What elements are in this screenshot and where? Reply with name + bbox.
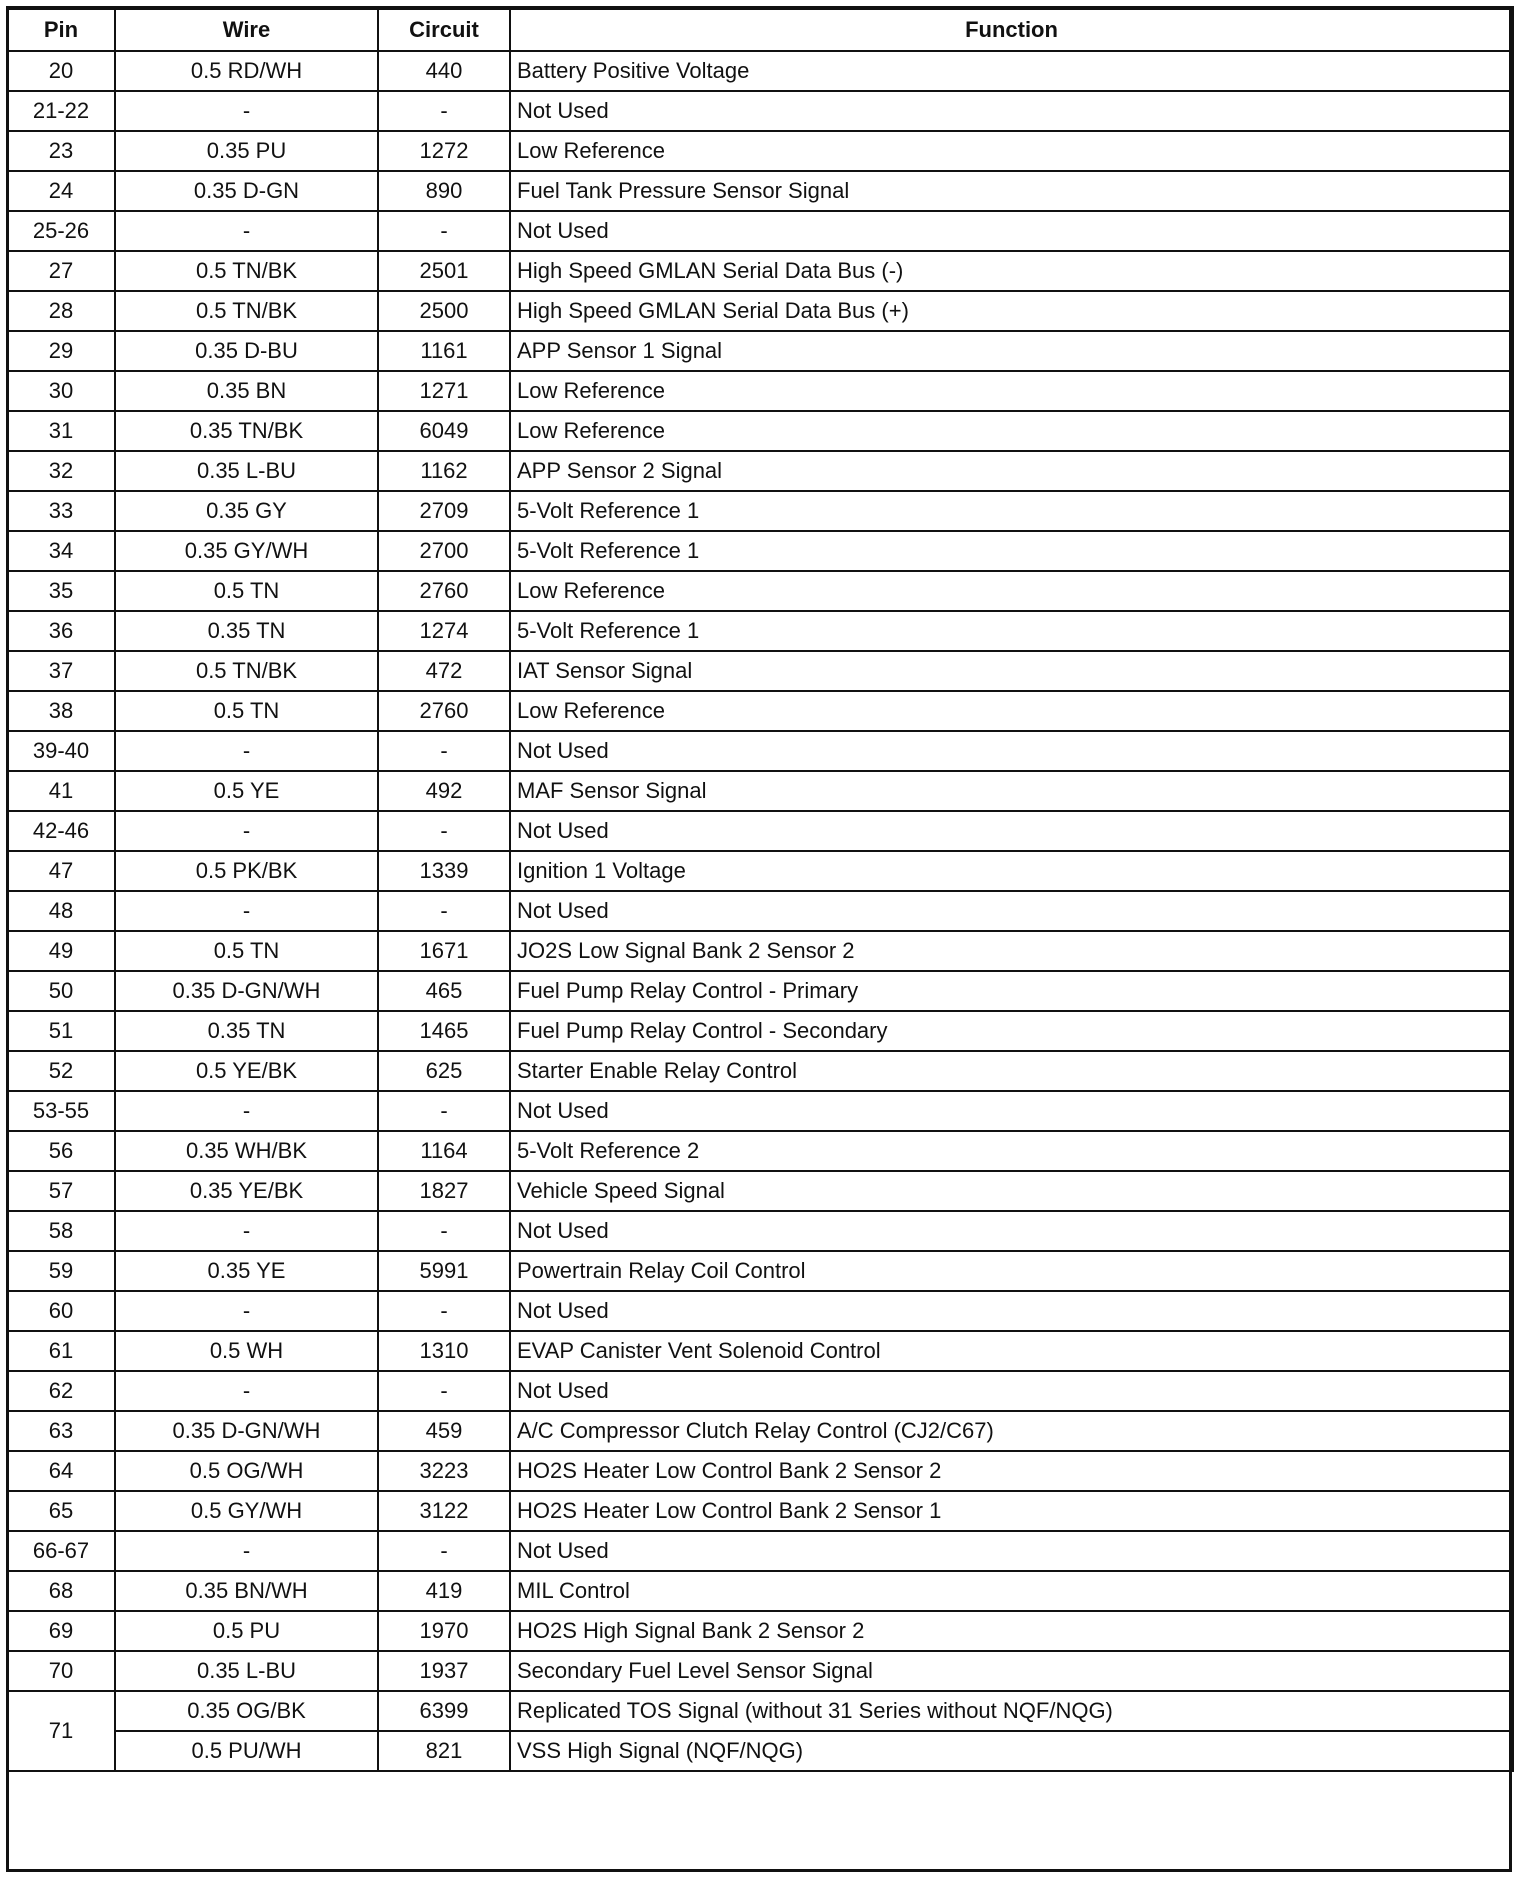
- wire-cell: -: [115, 211, 378, 251]
- circuit-cell: 1339: [378, 851, 510, 891]
- pin-cell: 30: [7, 371, 115, 411]
- circuit-cell: 2700: [378, 531, 510, 571]
- circuit-cell: 465: [378, 971, 510, 1011]
- table-row: [7, 411, 1513, 451]
- header-pin: Pin: [7, 8, 115, 51]
- table-row: [7, 1651, 1513, 1691]
- function-cell: Not Used: [510, 891, 1513, 931]
- wire-cell: 0.35 BN: [115, 371, 378, 411]
- table-row: [7, 371, 1513, 411]
- circuit-cell: 2500: [378, 291, 510, 331]
- circuit-cell: 2501: [378, 251, 510, 291]
- table-row: [7, 1611, 1513, 1651]
- function-cell: Low Reference: [510, 571, 1513, 611]
- pin-cell: 25-26: [7, 211, 115, 251]
- pin-cell: 59: [7, 1251, 115, 1291]
- circuit-cell: -: [378, 891, 510, 931]
- wire-cell: 0.35 PU: [115, 131, 378, 171]
- circuit-cell: 492: [378, 771, 510, 811]
- table-row: [7, 251, 1513, 291]
- function-cell: Not Used: [510, 811, 1513, 851]
- pin-cell: 68: [7, 1571, 115, 1611]
- function-cell: MIL Control: [510, 1571, 1513, 1611]
- table-row: [7, 611, 1513, 651]
- pin-cell: 63: [7, 1411, 115, 1451]
- function-cell: 5-Volt Reference 1: [510, 491, 1513, 531]
- circuit-cell: 2760: [378, 691, 510, 731]
- table-row: [7, 531, 1513, 571]
- circuit-cell: 1161: [378, 331, 510, 371]
- pin-cell: 61: [7, 1331, 115, 1371]
- circuit-cell: 440: [378, 51, 510, 91]
- circuit-cell: 1272: [378, 131, 510, 171]
- function-cell: JO2S Low Signal Bank 2 Sensor 2: [510, 931, 1513, 971]
- pin-cell: 71: [7, 1691, 115, 1771]
- pin-cell: 32: [7, 451, 115, 491]
- wire-cell: 0.5 RD/WH: [115, 51, 378, 91]
- circuit-cell: 1970: [378, 1611, 510, 1651]
- function-cell: HO2S Heater Low Control Bank 2 Sensor 1: [510, 1491, 1513, 1531]
- wire-cell: 0.35 YE/BK: [115, 1171, 378, 1211]
- table-row: [7, 1411, 1513, 1451]
- wire-cell: -: [115, 1291, 378, 1331]
- circuit-cell: 1827: [378, 1171, 510, 1211]
- table-row: [7, 91, 1513, 131]
- wire-cell: -: [115, 891, 378, 931]
- wire-cell: 0.5 PU: [115, 1611, 378, 1651]
- table-row: [7, 1291, 1513, 1331]
- wire-cell: 0.35 D-GN/WH: [115, 1411, 378, 1451]
- wire-cell: 0.35 BN/WH: [115, 1571, 378, 1611]
- pin-cell: 56: [7, 1131, 115, 1171]
- function-cell: 5-Volt Reference 1: [510, 611, 1513, 651]
- function-cell: Fuel Pump Relay Control - Secondary: [510, 1011, 1513, 1051]
- table-row: [7, 1571, 1513, 1611]
- table-row: [7, 691, 1513, 731]
- function-cell: Low Reference: [510, 411, 1513, 451]
- function-cell: Starter Enable Relay Control: [510, 1051, 1513, 1091]
- pin-cell: 65: [7, 1491, 115, 1531]
- pinout-table: [6, 6, 1514, 1772]
- table-row: [7, 1731, 1513, 1771]
- table-row: [7, 211, 1513, 251]
- circuit-cell: 6399: [378, 1691, 510, 1731]
- table-header: [7, 8, 1513, 51]
- function-cell: Not Used: [510, 1531, 1513, 1571]
- circuit-cell: 821: [378, 1731, 510, 1771]
- table-row: [7, 1171, 1513, 1211]
- function-cell: Powertrain Relay Coil Control: [510, 1251, 1513, 1291]
- pin-cell: 51: [7, 1011, 115, 1051]
- wire-cell: -: [115, 731, 378, 771]
- circuit-cell: 459: [378, 1411, 510, 1451]
- function-cell: High Speed GMLAN Serial Data Bus (-): [510, 251, 1513, 291]
- table-row: [7, 1691, 1513, 1731]
- pin-cell: 52: [7, 1051, 115, 1091]
- function-cell: Fuel Pump Relay Control - Primary: [510, 971, 1513, 1011]
- wire-cell: 0.35 GY/WH: [115, 531, 378, 571]
- pin-cell: 20: [7, 51, 115, 91]
- table-row: [7, 1091, 1513, 1131]
- circuit-cell: 3122: [378, 1491, 510, 1531]
- table-row: [7, 171, 1513, 211]
- wire-cell: 0.35 TN: [115, 611, 378, 651]
- table-row: [7, 291, 1513, 331]
- table-row: [7, 51, 1513, 91]
- wire-cell: 0.5 WH: [115, 1331, 378, 1371]
- function-cell: Not Used: [510, 731, 1513, 771]
- pin-cell: 58: [7, 1211, 115, 1251]
- circuit-cell: 3223: [378, 1451, 510, 1491]
- circuit-cell: -: [378, 1211, 510, 1251]
- function-cell: Low Reference: [510, 691, 1513, 731]
- circuit-cell: -: [378, 811, 510, 851]
- function-cell: 5-Volt Reference 1: [510, 531, 1513, 571]
- wire-cell: -: [115, 811, 378, 851]
- function-cell: APP Sensor 1 Signal: [510, 331, 1513, 371]
- table-row: [7, 891, 1513, 931]
- table-row: [7, 651, 1513, 691]
- function-cell: Not Used: [510, 211, 1513, 251]
- pin-cell: 29: [7, 331, 115, 371]
- function-cell: Secondary Fuel Level Sensor Signal: [510, 1651, 1513, 1691]
- circuit-cell: 419: [378, 1571, 510, 1611]
- table-row: [7, 1491, 1513, 1531]
- wire-cell: 0.5 TN: [115, 931, 378, 971]
- pin-cell: 50: [7, 971, 115, 1011]
- pin-cell: 47: [7, 851, 115, 891]
- pin-cell: 66-67: [7, 1531, 115, 1571]
- pin-cell: 70: [7, 1651, 115, 1691]
- pin-cell: 42-46: [7, 811, 115, 851]
- pin-cell: 36: [7, 611, 115, 651]
- table-row: [7, 131, 1513, 171]
- wire-cell: 0.35 D-GN: [115, 171, 378, 211]
- wire-cell: 0.5 TN/BK: [115, 651, 378, 691]
- table-row: [7, 331, 1513, 371]
- circuit-cell: 1465: [378, 1011, 510, 1051]
- pin-cell: 31: [7, 411, 115, 451]
- wire-cell: 0.35 OG/BK: [115, 1691, 378, 1731]
- wire-cell: 0.35 WH/BK: [115, 1131, 378, 1171]
- function-cell: Not Used: [510, 91, 1513, 131]
- function-cell: Not Used: [510, 1291, 1513, 1331]
- wire-cell: 0.5 PU/WH: [115, 1731, 378, 1771]
- function-cell: High Speed GMLAN Serial Data Bus (+): [510, 291, 1513, 331]
- pin-cell: 21-22: [7, 91, 115, 131]
- circuit-cell: 1271: [378, 371, 510, 411]
- header-circuit: Circuit: [378, 8, 510, 51]
- circuit-cell: 1162: [378, 451, 510, 491]
- function-cell: Battery Positive Voltage: [510, 51, 1513, 91]
- table-row: [7, 571, 1513, 611]
- function-cell: Not Used: [510, 1211, 1513, 1251]
- function-cell: Fuel Tank Pressure Sensor Signal: [510, 171, 1513, 211]
- function-cell: APP Sensor 2 Signal: [510, 451, 1513, 491]
- wire-cell: -: [115, 1371, 378, 1411]
- wire-cell: 0.5 TN/BK: [115, 251, 378, 291]
- circuit-cell: 5991: [378, 1251, 510, 1291]
- wire-cell: 0.5 OG/WH: [115, 1451, 378, 1491]
- table-row: [7, 811, 1513, 851]
- function-cell: Not Used: [510, 1371, 1513, 1411]
- pin-cell: 33: [7, 491, 115, 531]
- wire-cell: -: [115, 91, 378, 131]
- table-row: [7, 1451, 1513, 1491]
- wire-cell: 0.35 GY: [115, 491, 378, 531]
- wire-cell: 0.35 D-BU: [115, 331, 378, 371]
- circuit-cell: 2760: [378, 571, 510, 611]
- table-row: [7, 1131, 1513, 1171]
- table-row: [7, 771, 1513, 811]
- wire-cell: 0.35 L-BU: [115, 451, 378, 491]
- circuit-cell: 1274: [378, 611, 510, 651]
- function-cell: 5-Volt Reference 2: [510, 1131, 1513, 1171]
- function-cell: HO2S High Signal Bank 2 Sensor 2: [510, 1611, 1513, 1651]
- wire-cell: 0.5 TN: [115, 571, 378, 611]
- function-cell: Replicated TOS Signal (without 31 Series without NQF/NQG): [510, 1691, 1513, 1731]
- function-cell: HO2S Heater Low Control Bank 2 Sensor 2: [510, 1451, 1513, 1491]
- pin-cell: 39-40: [7, 731, 115, 771]
- function-cell: Vehicle Speed Signal: [510, 1171, 1513, 1211]
- wire-cell: 0.5 TN: [115, 691, 378, 731]
- pin-cell: 49: [7, 931, 115, 971]
- table-row: [7, 451, 1513, 491]
- function-cell: A/C Compressor Clutch Relay Control (CJ2/C67): [510, 1411, 1513, 1451]
- pin-cell: 69: [7, 1611, 115, 1651]
- pin-cell: 27: [7, 251, 115, 291]
- table-row: [7, 1211, 1513, 1251]
- wire-cell: 0.35 TN/BK: [115, 411, 378, 451]
- wire-cell: 0.5 YE: [115, 771, 378, 811]
- circuit-cell: -: [378, 211, 510, 251]
- wire-cell: -: [115, 1091, 378, 1131]
- pin-cell: 23: [7, 131, 115, 171]
- wire-cell: 0.5 YE/BK: [115, 1051, 378, 1091]
- circuit-cell: 1937: [378, 1651, 510, 1691]
- circuit-cell: 625: [378, 1051, 510, 1091]
- table-row: [7, 1251, 1513, 1291]
- pin-cell: 28: [7, 291, 115, 331]
- pinout-sheet: [6, 6, 1512, 1772]
- table-row: [7, 1531, 1513, 1571]
- function-cell: Ignition 1 Voltage: [510, 851, 1513, 891]
- pin-cell: 57: [7, 1171, 115, 1211]
- pin-cell: 64: [7, 1451, 115, 1491]
- header-wire: Wire: [115, 8, 378, 51]
- circuit-cell: -: [378, 1291, 510, 1331]
- function-cell: MAF Sensor Signal: [510, 771, 1513, 811]
- function-cell: EVAP Canister Vent Solenoid Control: [510, 1331, 1513, 1371]
- wire-cell: 0.35 L-BU: [115, 1651, 378, 1691]
- wire-cell: 0.5 GY/WH: [115, 1491, 378, 1531]
- wire-cell: -: [115, 1531, 378, 1571]
- wire-cell: 0.5 TN/BK: [115, 291, 378, 331]
- circuit-cell: 890: [378, 171, 510, 211]
- function-cell: Not Used: [510, 1091, 1513, 1131]
- pin-cell: 48: [7, 891, 115, 931]
- pin-cell: 41: [7, 771, 115, 811]
- table-row: [7, 1011, 1513, 1051]
- header-row: [7, 8, 1513, 51]
- circuit-cell: -: [378, 1531, 510, 1571]
- pin-cell: 35: [7, 571, 115, 611]
- header-function: Function: [510, 8, 1513, 51]
- wire-cell: 0.35 YE: [115, 1251, 378, 1291]
- table-row: [7, 1331, 1513, 1371]
- function-cell: VSS High Signal (NQF/NQG): [510, 1731, 1513, 1771]
- circuit-cell: 6049: [378, 411, 510, 451]
- table-row: [7, 731, 1513, 771]
- function-cell: Low Reference: [510, 371, 1513, 411]
- pin-cell: 60: [7, 1291, 115, 1331]
- circuit-cell: 2709: [378, 491, 510, 531]
- pin-cell: 34: [7, 531, 115, 571]
- function-cell: IAT Sensor Signal: [510, 651, 1513, 691]
- circuit-cell: 1671: [378, 931, 510, 971]
- wire-cell: -: [115, 1211, 378, 1251]
- pin-cell: 38: [7, 691, 115, 731]
- circuit-cell: 472: [378, 651, 510, 691]
- table-row: [7, 851, 1513, 891]
- table-row: [7, 971, 1513, 1011]
- circuit-cell: -: [378, 1371, 510, 1411]
- wire-cell: 0.35 TN: [115, 1011, 378, 1051]
- table-body: [7, 51, 1513, 1771]
- circuit-cell: -: [378, 1091, 510, 1131]
- wire-cell: 0.5 PK/BK: [115, 851, 378, 891]
- function-cell: Low Reference: [510, 131, 1513, 171]
- circuit-cell: 1310: [378, 1331, 510, 1371]
- circuit-cell: -: [378, 731, 510, 771]
- table-row: [7, 1051, 1513, 1091]
- pin-cell: 37: [7, 651, 115, 691]
- table-row: [7, 491, 1513, 531]
- table-row: [7, 1371, 1513, 1411]
- wire-cell: 0.35 D-GN/WH: [115, 971, 378, 1011]
- pin-cell: 24: [7, 171, 115, 211]
- circuit-cell: 1164: [378, 1131, 510, 1171]
- pin-cell: 53-55: [7, 1091, 115, 1131]
- pin-cell: 62: [7, 1371, 115, 1411]
- table-row: [7, 931, 1513, 971]
- circuit-cell: -: [378, 91, 510, 131]
